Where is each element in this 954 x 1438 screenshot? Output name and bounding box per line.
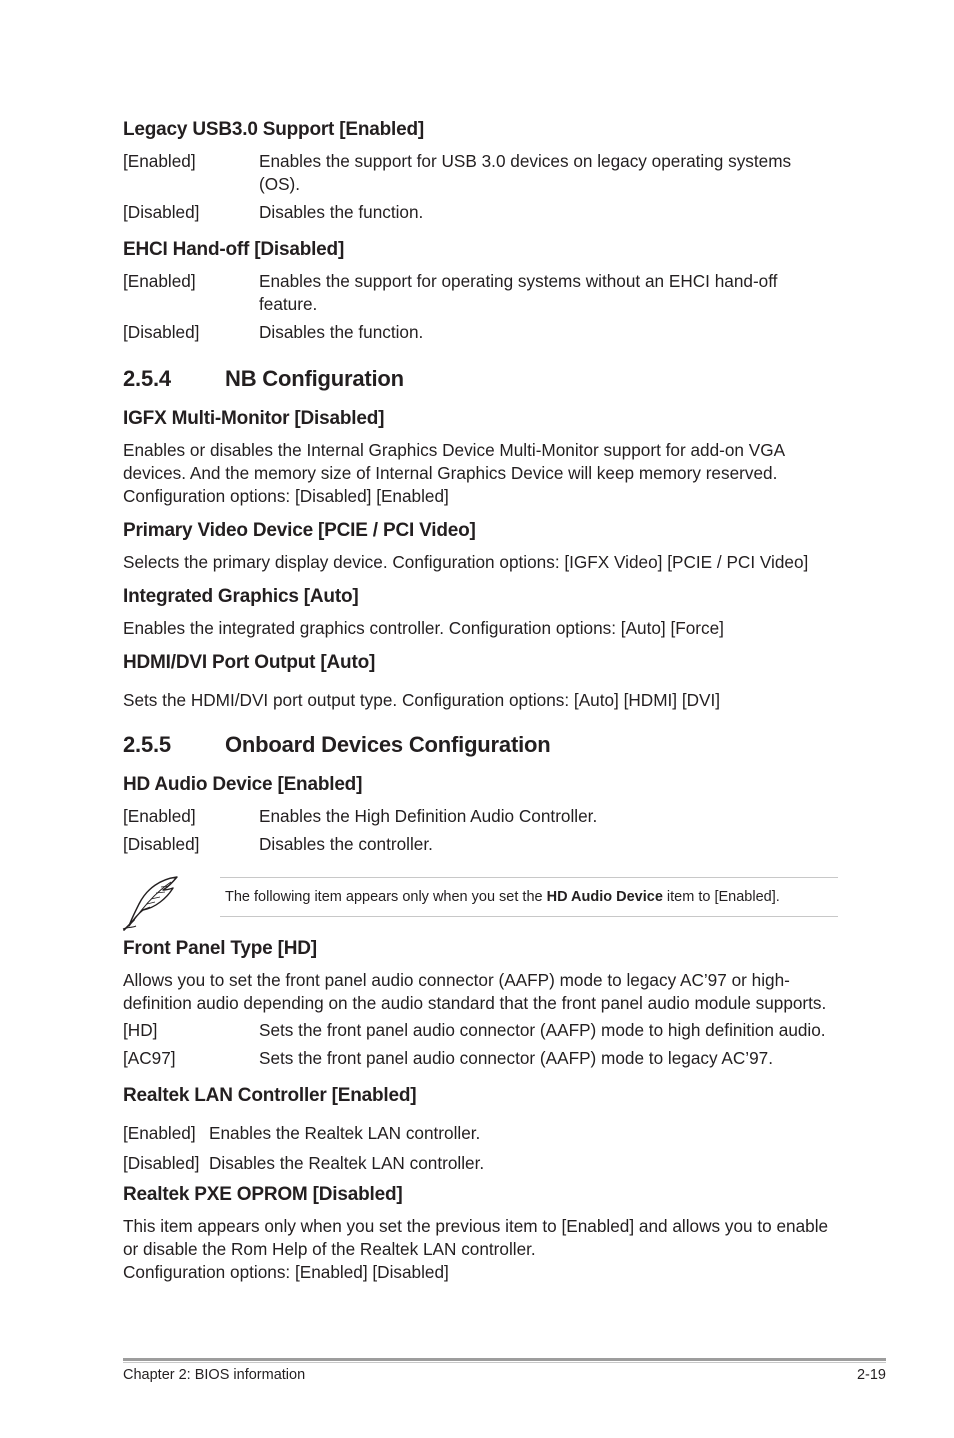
igfx-desc-line1: Enables or disables the Internal Graphics Device Multi-Monitor support for add-on VGA (123, 440, 786, 460)
front-panel-desc-line2: definition audio depending on the audio standard that the front panel audio module supports. (123, 993, 827, 1013)
footer-page-number: 2-19 (856, 1367, 886, 1383)
section-title-nb: NB Configuration (225, 366, 404, 391)
hd-audio-enabled-desc: Enables the High Definition Audio Controller. (259, 806, 598, 826)
ehci-heading: EHCI Hand-off [Disabled] (123, 239, 345, 260)
realtek-lan-enabled-key: [Enabled] (123, 1123, 196, 1143)
legacy-usb-heading: Legacy USB3.0 Support [Enabled] (123, 119, 425, 140)
front-panel-ac97-desc: Sets the front panel audio connector (AAFP) mode to legacy AC’97. (259, 1048, 774, 1068)
primary-video-heading: Primary Video Device [PCIE / PCI Video] (123, 520, 476, 541)
integrated-graphics-heading: Integrated Graphics [Auto] (123, 586, 359, 607)
igfx-heading: IGFX Multi-Monitor [Disabled] (123, 408, 385, 429)
ehci-enabled-desc-cont: feature. (259, 294, 318, 314)
realtek-lan-enabled-desc: Enables the Realtek LAN controller. (209, 1123, 481, 1143)
igfx-desc-line2: devices. And the memory size of Internal Graphics Device will keep memory reserved. (123, 463, 778, 483)
note-text-bold: HD Audio Device (546, 889, 663, 905)
front-panel-heading: Front Panel Type [HD] (123, 938, 317, 959)
hd-audio-disabled-key: [Disabled] (123, 834, 200, 854)
realtek-lan-disabled-desc: Disables the Realtek LAN controller. (209, 1153, 485, 1173)
footer-rule-thin (123, 1362, 886, 1363)
note-text (225, 889, 780, 905)
quill-pen-icon (121, 874, 179, 932)
ehci-enabled-key: [Enabled] (123, 271, 196, 291)
hdmi-desc: Sets the HDMI/DVI port output type. Configuration options: [Auto] [HDMI] [DVI] (123, 690, 721, 710)
front-panel-ac97-key: [AC97] (123, 1048, 176, 1068)
igfx-desc-line3: Configuration options: [Disabled] [Enabled] (123, 486, 449, 506)
realtek-lan-heading: Realtek LAN Controller [Enabled] (123, 1085, 417, 1106)
legacy-usb-disabled-desc: Disables the function. (259, 202, 424, 222)
legacy-usb-enabled-desc-cont: (OS). (259, 174, 301, 194)
hd-audio-disabled-desc: Disables the controller. (259, 834, 433, 854)
legacy-usb-enabled-desc: Enables the support for USB 3.0 devices on legacy operating systems (259, 151, 792, 171)
section-title-onboard: Onboard Devices Configuration (225, 732, 551, 757)
footer-chapter: Chapter 2: BIOS information (123, 1367, 306, 1383)
section-number-onboard: 2.5.5 (123, 732, 171, 757)
legacy-usb-enabled-key: [Enabled] (123, 151, 196, 171)
ehci-disabled-key: [Disabled] (123, 322, 200, 342)
legacy-usb-disabled-key: [Disabled] (123, 202, 200, 222)
ehci-disabled-desc: Disables the function. (259, 322, 424, 342)
realtek-pxe-desc-line3: Configuration options: [Enabled] [Disabled] (123, 1262, 449, 1282)
note-bottom-rule (220, 916, 838, 917)
hd-audio-heading: HD Audio Device [Enabled] (123, 774, 363, 795)
front-panel-hd-key: [HD] (123, 1020, 158, 1040)
realtek-pxe-desc-line2: or disable the Rom Help of the Realtek LAN controller. (123, 1239, 536, 1259)
footer-rule-thick (123, 1358, 886, 1361)
front-panel-hd-desc: Sets the front panel audio connector (AAFP) mode to high definition audio. (259, 1020, 826, 1040)
note-text-pre: The following item appears only when you set the (225, 889, 547, 905)
front-panel-desc-line1: Allows you to set the front panel audio connector (AAFP) mode to legacy AC’97 or high- (123, 970, 790, 990)
hd-audio-enabled-key: [Enabled] (123, 806, 196, 826)
integrated-graphics-desc: Enables the integrated graphics controller. Configuration options: [Auto] [Force] (123, 618, 724, 638)
section-number-nb: 2.5.4 (123, 366, 171, 391)
realtek-pxe-heading: Realtek PXE OPROM [Disabled] (123, 1184, 403, 1205)
ehci-enabled-desc: Enables the support for operating systems without an EHCI hand-off (259, 271, 778, 291)
primary-video-desc: Selects the primary display device. Configuration options: [IGFX Video] [PCIE / PCI Video] (123, 552, 809, 572)
note-text-post: item to [Enabled]. (662, 889, 780, 905)
note-top-rule (220, 877, 838, 878)
realtek-pxe-desc-line1: This item appears only when you set the previous item to [Enabled] and allows you to enable (123, 1216, 829, 1236)
realtek-lan-disabled-key: [Disabled] (123, 1153, 200, 1173)
hdmi-heading: HDMI/DVI Port Output [Auto] (123, 652, 376, 673)
